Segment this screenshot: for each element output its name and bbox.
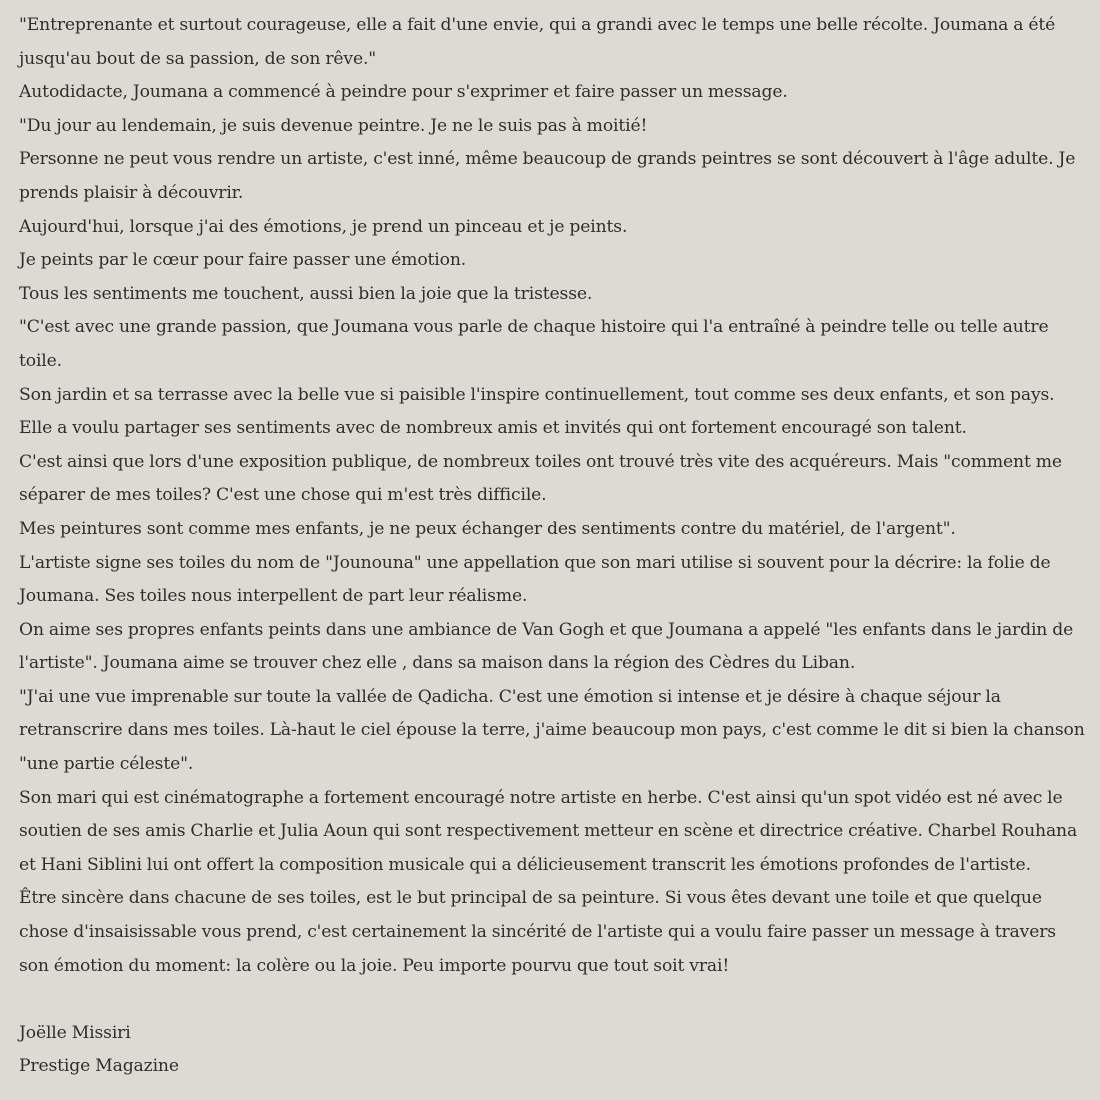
article-paragraph: C'est ainsi que lors d'une exposition publique, de nombreux toiles ont trouvé très vite des acquéreurs. Mais "comment me séparer de mes toiles? C'est une chose qui m'est très difficile. (19, 451, 1062, 506)
article-signature (19, 1017, 1085, 1084)
article-paragraph: Tous les sentiments me touchent, aussi bien la joie que la tristesse. (19, 283, 593, 304)
article-paragraph: Être sincère dans chacune de ses toiles, est le but principal de sa peinture. Si vous êtes devant une toile et que quelque chose d'insaisissable vous prend, c'est certainement la sincérité de l'artiste qui a voulu faire passer un message à travers son émotion du moment: la colère ou la joie. Peu importe pourvu que tout soit vrai! (19, 888, 1056, 976)
article-paragraph: Elle a voulu partager ses sentiments avec de nombreux amis et invités qui ont fortement encouragé son talent. (19, 418, 967, 439)
article-paragraph: Son mari qui est cinématographe a fortement encouragé notre artiste en herbe. C'est ainsi qu'un spot vidéo est né avec le soutien de ses amis Charlie et Julia Aoun qui sont respectivement metteur en scène et directrice créative. Charbel Rouhana et Hani Siblini lui ont offert la composition musicale qui a délicieusement transcrit les émotions profondes de l'artiste. (19, 787, 1078, 875)
article-paragraph: "J'ai une vue imprenable sur toute la vallée de Qadicha. C'est une émotion si intense et je désire à chaque séjour la retranscrire dans mes toiles. Là-haut le ciel épouse la terre, j'aime beaucoup mon pays, c'est comme le dit si bien la chanson "une partie céleste". (19, 686, 1085, 775)
article-paragraph: "C'est avec une grande passion, que Joumana vous parle de chaque histoire qui l'a entraîné à peindre telle ou telle autre toile. (19, 317, 1049, 371)
article-paragraph: "Entreprenante et surtout courageuse, elle a fait d'une envie, qui a grandi avec le temps une belle récolte. Joumana a été jusqu'au bout de sa passion, de son rêve." (19, 15, 1056, 69)
author-name: Joëlle Missiri (19, 1022, 131, 1043)
article-paragraph: Mes peintures sont comme mes enfants, je ne peux échanger des sentiments contre du matériel, de l'argent". (19, 518, 956, 539)
article-paragraph: Personne ne peut vous rendre un artiste, c'est inné, même beaucoup de grands peintres se sont découvert à l'âge adulte. Je prends plaisir à découvrir. (19, 149, 1076, 203)
article-paragraph: Son jardin et sa terrasse avec la belle vue si paisible l'inspire continuellement, tout comme ses deux enfants, et son pays. (19, 384, 1055, 405)
article-paragraph: Je peints par le cœur pour faire passer une émotion. (19, 250, 467, 271)
article-paragraph: Aujourd'hui, lorsque j'ai des émotions, je prend un pinceau et je peints. (19, 216, 628, 237)
article-paragraph: Autodidacte, Joumana a commencé à peindre pour s'exprimer et faire passer un message. (19, 82, 788, 103)
article-body (19, 9, 1085, 1084)
article-paragraph: "Du jour au lendemain, je suis devenue peintre. Je ne le suis pas à moitié! (19, 115, 648, 136)
article-paragraph: On aime ses propres enfants peints dans une ambiance de Van Gogh et que Joumana a appelé "les enfants dans le jardin de l'artiste". Joumana aime se trouver chez elle , dans sa maison dans la région des Cèdres du Liban. (19, 619, 1074, 674)
publication-name: Prestige Magazine (19, 1056, 179, 1077)
article-paragraph: L'artiste signe ses toiles du nom de "Jounouna" une appellation que son mari utilise si souvent pour la décrire: la folie de Joumana. Ses toiles nous interpellent de part leur réalisme. (19, 552, 1051, 607)
